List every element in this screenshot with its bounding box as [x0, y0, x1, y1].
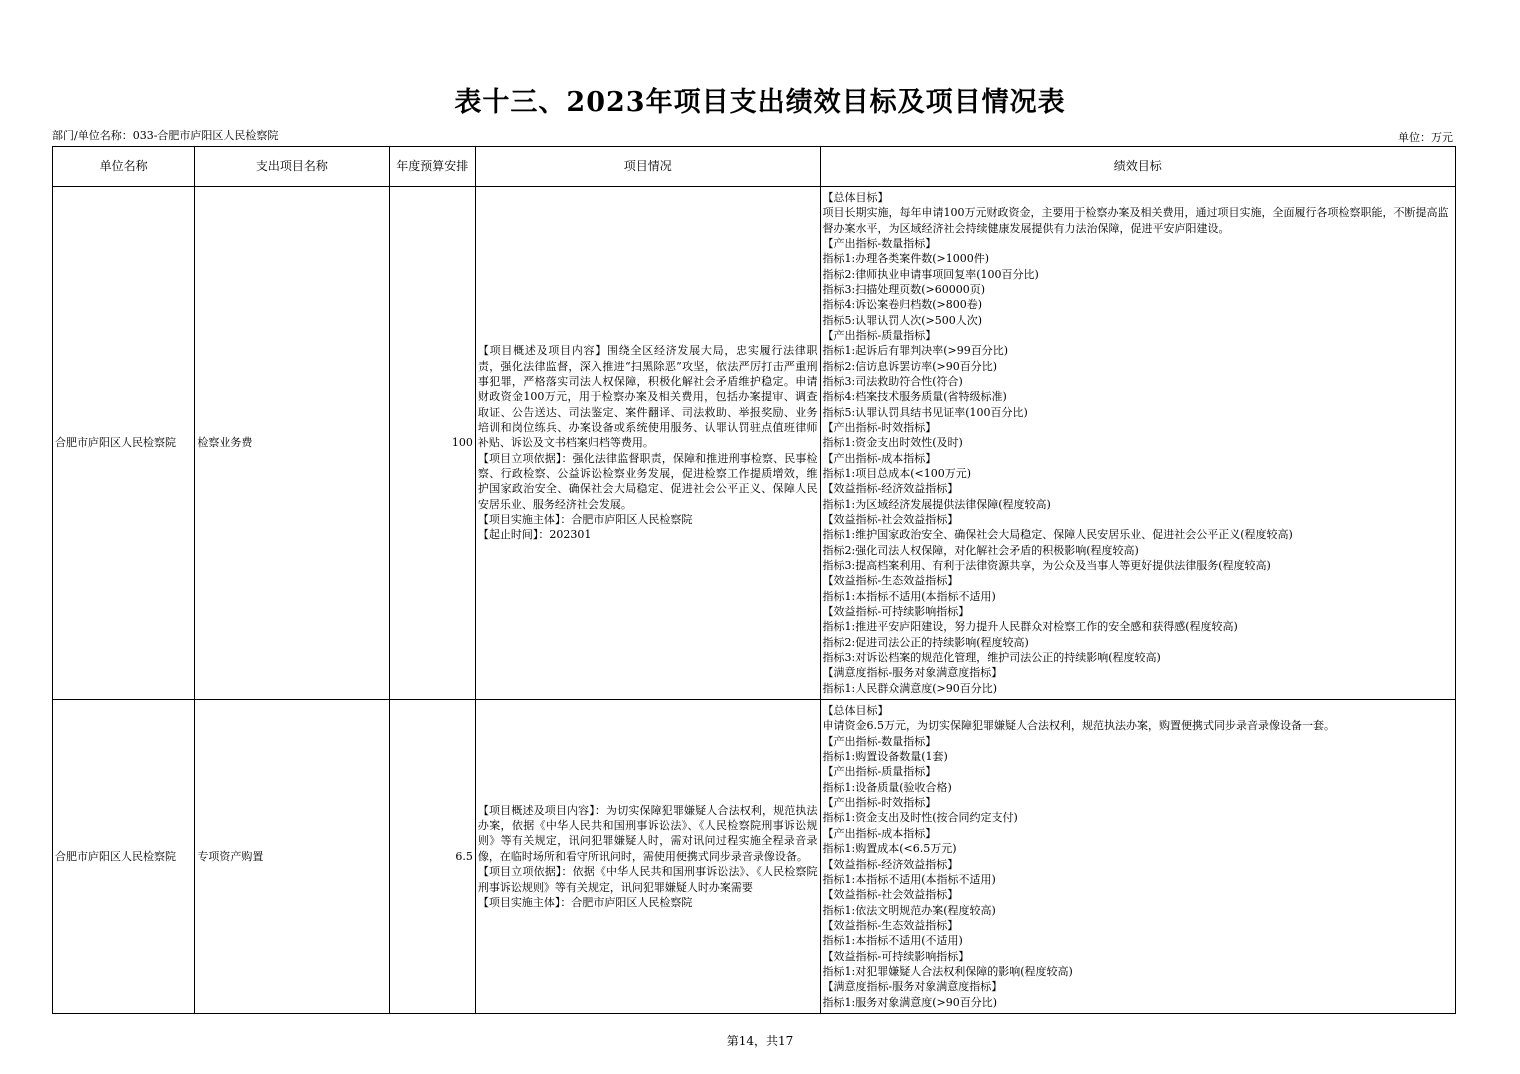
- description-paragraph: 【项目实施主体】：合肥市庐阳区人民检察院: [477, 513, 693, 527]
- table-row: [53, 187, 1456, 700]
- goal-line: 【总体目标】: [822, 190, 889, 204]
- goal-line: 指标1:为区域经济发展提供法律保障(程度较高): [822, 497, 1051, 511]
- description-paragraph: 【项目立项依据】：依据《中华人民共和国刑事诉讼法》、《人民检察院刑事诉讼规则》等有关规定，讯问犯罪嫌疑人时办案需要: [477, 865, 818, 894]
- goal-line: 申请资金6.5万元，为切实保障犯罪嫌疑人合法权利，规范执法办案，购置便携式同步录音录像设备一套。: [822, 719, 1336, 733]
- goal-line: 指标1:对犯罪嫌疑人合法权利保障的影响(程度较高): [822, 964, 1073, 978]
- goal-line: 指标1:购置设备数量(1套): [822, 750, 948, 764]
- description-paragraph: 【项目实施主体】：合肥市庐阳区人民检察院: [477, 895, 693, 909]
- project-cell: 专项资产购置: [195, 700, 389, 1014]
- goal-line: 指标1:购置成本(<6.5万元): [822, 842, 957, 856]
- goal-line: 【产出指标-时效指标】: [822, 796, 937, 810]
- department-label: 部门/单位名称：033-合肥市庐阳区人民检察院: [52, 129, 279, 142]
- goal-line: 指标2:促进司法公正的持续影响(程度较高): [822, 635, 1029, 649]
- goal-line: 【产出指标-成本指标】: [822, 826, 937, 840]
- goal-line: 【产出指标-时效指标】: [822, 420, 937, 434]
- goal-line: 【满意度指标-服务对象满意度指标】: [822, 666, 1003, 680]
- description-paragraph: 【项目概述及项目内容】围绕全区经济发展大局，忠实履行法律职责，强化法律监督，深入推进“扫黑除恶”攻坚，依法严厉打击严重刑事犯罪，严格落实司法人权保障，积极化解社会矛盾维护稳定。申请财政资金100万元，用于检察办案及相关费用，包括办案提审、调查取证、公告送达、司法鉴定、案件翻译、司法救助、举报奖励、业务培训和岗位练兵、办案设备或系统使用服务、认罪认罚驻点值班律师补贴、诉讼及文书档案归档等费用。: [477, 344, 818, 450]
- description-paragraph: 【项目立项依据】：强化法律监督职责，保障和推进刑事检察、民事检察、行政检察、公益诉讼检察业务发展，促进检察工作提质增效，维护国家政治安全、确保社会大局稳定、促进社会公平正义、保障人民安居乐业、服务经济社会发展。: [477, 451, 818, 511]
- goal-line: 指标1:维护国家政治安全、确保社会大局稳定、保障人民安居乐业、促进社会公平正义(程度较高): [822, 528, 1293, 542]
- goal-line: 指标2:强化司法人权保障，对化解社会矛盾的积极影响(程度较高): [822, 543, 1139, 557]
- header-unit: 单位名称: [53, 147, 195, 187]
- goal-line: 指标1:依法文明规范办案(程度较高): [822, 903, 996, 917]
- unit-cell: 合肥市庐阳区人民检察院: [53, 187, 195, 700]
- goal-line: 指标3:对诉讼档案的规范化管理，维护司法公正的持续影响(程度较高): [822, 651, 1161, 665]
- header-row: [53, 147, 1456, 187]
- goal-line: 指标3:提高档案利用、有利于法律资源共享，为公众及当事人等更好提供法律服务(程度较高): [822, 559, 1271, 573]
- goal-line: 指标4:诉讼案卷归档数(>800卷): [822, 298, 983, 312]
- goals-cell: [820, 700, 1455, 1014]
- goal-line: 【效益指标-可持续影响指标】: [822, 949, 970, 963]
- description-cell: [475, 187, 820, 700]
- goal-line: 【效益指标-经济效益指标】: [822, 482, 959, 496]
- table-row: [53, 700, 1456, 1014]
- goal-line: 指标2:律师执业申请事项回复率(100百分比): [822, 267, 1039, 281]
- unit-label: 单位：万元: [1398, 131, 1453, 144]
- goal-line: 指标1:办理各类案件数(>1000件): [822, 252, 990, 266]
- goal-line: 指标1:起诉后有罪判决率(>99百分比): [822, 344, 1009, 358]
- goal-line: 【产出指标-质量指标】: [822, 328, 937, 342]
- description-paragraph: 【项目概述及项目内容】：为切实保障犯罪嫌疑人合法权利，规范执法办案，依据《中华人民共和国刑事诉讼法》、《人民检察院刑事诉讼规则》等有关规定，讯问犯罪嫌疑人时，需对讯问过程实施全程录音录像，在临时场所和看守所讯问时，需使用便携式同步录音录像设备。: [477, 803, 818, 863]
- goal-line: 指标1:本指标不适用(本指标不适用): [822, 872, 996, 886]
- goal-line: 【产出指标-数量指标】: [822, 236, 937, 250]
- goal-line: 指标3:司法救助符合性(符合): [822, 374, 963, 388]
- goal-line: 【效益指标-社会效益指标】: [822, 513, 959, 527]
- goal-line: 【总体目标】: [822, 704, 889, 718]
- page-number: 第14，共17: [726, 1034, 794, 1048]
- performance-table: [52, 146, 1456, 1014]
- description-cell: [475, 700, 820, 1014]
- header-project: 支出项目名称: [195, 147, 389, 187]
- budget-cell: 100: [389, 187, 475, 700]
- goal-line: 【效益指标-经济效益指标】: [822, 857, 959, 871]
- goal-line: 指标1:资金支出及时性(按合同约定支付): [822, 811, 1018, 825]
- goal-line: 指标1:本指标不适用(不适用): [822, 934, 963, 948]
- goal-line: 【产出指标-成本指标】: [822, 451, 937, 465]
- goal-line: 【满意度指标-服务对象满意度指标】: [822, 980, 1003, 994]
- goal-line: 【效益指标-社会效益指标】: [822, 888, 959, 902]
- header-description: 项目情况: [475, 147, 820, 187]
- goal-line: 指标1:本指标不适用(本指标不适用): [822, 589, 996, 603]
- goal-line: 【效益指标-生态效益指标】: [822, 574, 959, 588]
- goal-line: 指标1:资金支出时效性(及时): [822, 436, 963, 450]
- budget-cell: 6.5: [389, 700, 475, 1014]
- goal-line: 【效益指标-可持续影响指标】: [822, 605, 970, 619]
- goal-line: 指标1:项目总成本(<100万元): [822, 467, 972, 481]
- goal-line: 【效益指标-生态效益指标】: [822, 918, 959, 932]
- project-cell: 检察业务费: [195, 187, 389, 700]
- goals-cell: [820, 187, 1455, 700]
- goal-line: 指标1:服务对象满意度(>90百分比): [822, 995, 998, 1009]
- goal-line: 【产出指标-数量指标】: [822, 734, 937, 748]
- goal-line: 指标1:设备质量(验收合格): [822, 780, 952, 794]
- goal-line: 【产出指标-质量指标】: [822, 765, 937, 779]
- goal-line: 项目长期实施，每年申请100万元财政资金，主要用于检察办案及相关费用，通过项目实施，全面履行各项检察职能，不断提高监督办案水平，为区域经济社会持续健康发展提供有力法治保障，促进平安庐阳建设。: [822, 206, 1449, 235]
- header-goals: 绩效目标: [820, 147, 1455, 187]
- unit-cell: 合肥市庐阳区人民检察院: [53, 700, 195, 1014]
- goal-line: 指标3:扫描处理页数(>60000页): [822, 282, 986, 296]
- goal-line: 指标1:推进平安庐阳建设，努力提升人民群众对检察工作的安全感和获得感(程度较高): [822, 620, 1238, 634]
- goal-line: 指标5:认罪认罚人次(>500人次): [822, 313, 983, 327]
- goal-line: 指标5:认罪认罚具结书见证率(100百分比): [822, 405, 1028, 419]
- goal-line: 指标4:档案技术服务质量(省特级标准): [822, 390, 1007, 404]
- header-budget: 年度预算安排: [389, 147, 475, 187]
- goal-line: 指标1:人民群众满意度(>90百分比): [822, 681, 998, 695]
- goal-line: 指标2:信访息诉罢访率(>90百分比): [822, 359, 998, 373]
- description-paragraph: 【起止时间】：202301: [477, 528, 592, 542]
- page-title: 表十三、2023年项目支出绩效目标及项目情况表: [454, 87, 1066, 118]
